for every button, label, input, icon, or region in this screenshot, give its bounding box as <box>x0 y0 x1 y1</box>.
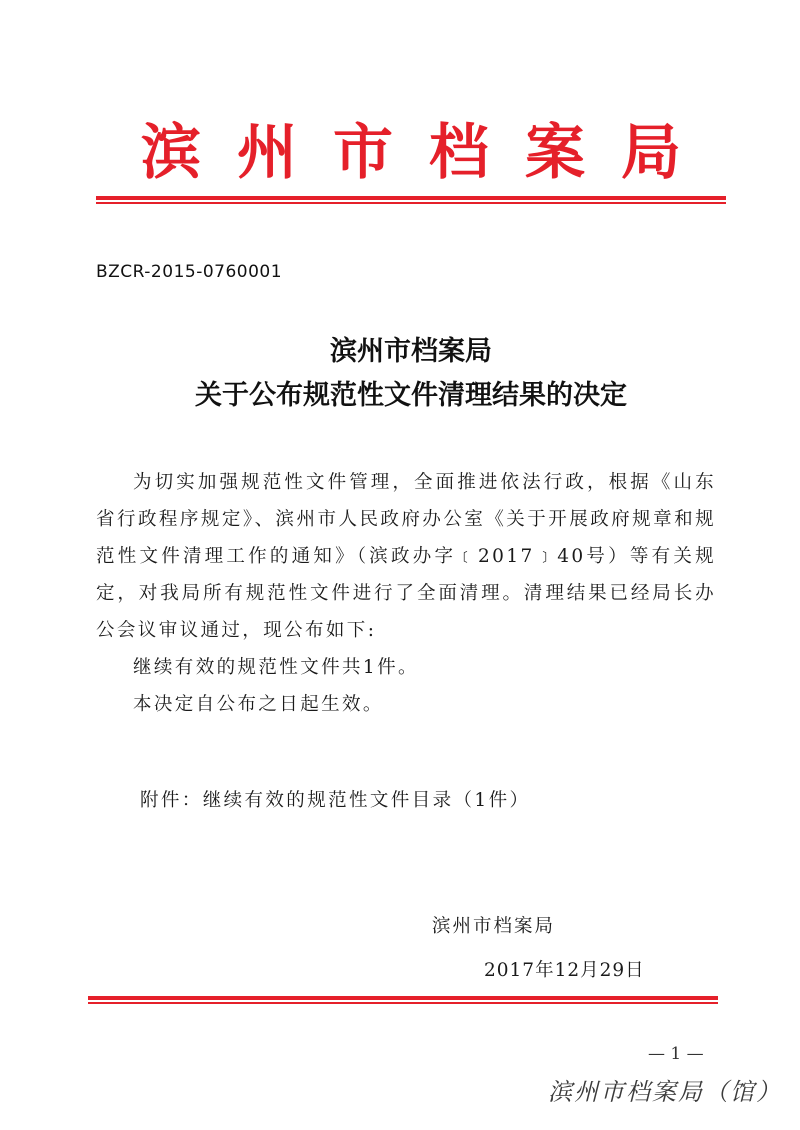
body-paragraph-2: 继续有效的规范性文件共1件。 <box>133 657 419 678</box>
watermark-text: 滨州市档案局（馆） <box>548 1078 782 1106</box>
body-paragraph-3: 本决定自公布之日起生效。 <box>133 694 384 715</box>
footer-red-rule <box>88 996 718 1000</box>
signature-organization: 滨州市档案局 <box>432 916 556 937</box>
signature-date: 2017年12月29日 <box>484 960 645 981</box>
document-title-line-2: 关于公布规范性文件清理结果的决定 <box>195 380 627 411</box>
page-number: — 1 — <box>648 1044 704 1064</box>
document-number: BZCR-2015-0760001 <box>96 262 283 282</box>
letterhead-masthead: 滨州市档案局 <box>141 118 717 188</box>
body-paragraph-1: 为切实加强规范性文件管理，全面推进依法行政，根据《山东省行政程序规定》、滨州市人民政府办公室《关于开展政府规章和规范性文件清理工作的通知》（滨政办字﹝2017﹞40号）等有关规定，对我局所有规范性文件进行了全面清理。清理结果已经局长办公会议审议通过，现公布如下: <box>96 472 716 641</box>
footer-red-rule-thin <box>88 1002 718 1004</box>
document-body <box>96 464 716 723</box>
letterhead-red-rule-thin <box>96 202 726 204</box>
letterhead-red-rule <box>96 196 726 200</box>
attachment-note: 附件：继续有效的规范性文件目录（1件） <box>140 790 531 811</box>
document-title-line-1: 滨州市档案局 <box>330 336 492 367</box>
document-title <box>96 330 726 418</box>
